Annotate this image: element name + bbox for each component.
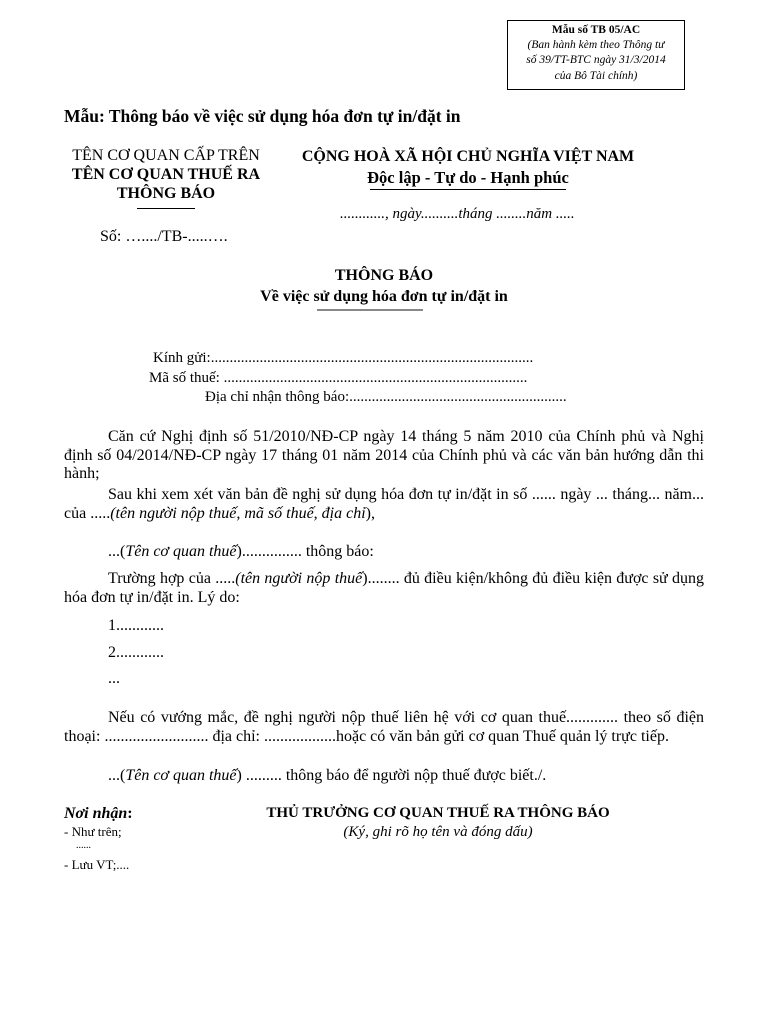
reason-more: ...: [108, 670, 120, 687]
parent-agency: TÊN CƠ QUAN CẤP TRÊN: [72, 147, 260, 164]
taxpayer-name-placeholder: (tên người nộp thuế: [235, 570, 363, 587]
recipient-item-2: - Lưu VT;....: [64, 857, 130, 872]
agency-notice-suffix: )............... thông báo:: [236, 543, 374, 560]
recipients-colon: :: [127, 805, 133, 822]
national-motto: Độc lập - Tự do - Hạnh phúc: [367, 168, 569, 187]
eligibility-prefix: Trường hợp của .....: [108, 570, 236, 587]
closing-prefix: ...(: [108, 767, 126, 784]
form-code: Mẫu số TB 05/AC: [551, 24, 641, 36]
review-text: Sau khi xem xét văn bản đề nghị sử dụng hóa đơn tự in/đặt in số ...... ngày ... tháng... năm... của .....: [64, 486, 704, 522]
issuing-agency-line-2: THÔNG BÁO: [116, 185, 216, 202]
notice-heading: THÔNG BÁO: [334, 267, 434, 284]
notice-subject: Về việc sử dụng hóa đơn tự in/đặt in: [260, 288, 508, 305]
agency-notice-paragraph: [64, 543, 704, 562]
legal-basis-text: Căn cứ Nghị định số 51/2010/NĐ-CP ngày 14 tháng 5 năm 2010 của Chính phủ và Nghị định số 04/2014/NĐ-CP ngày 17 tháng 01 năm 2014 của Chính phủ và các văn bản hướng dẫn thi hành;: [64, 428, 704, 482]
form-note-line-2: số 39/TT-BTC ngày 31/3/2014: [526, 54, 666, 67]
recipients-label: Nơi nhận: [64, 805, 128, 822]
tax-code-field: Mã số thuế: .................................................................................: [149, 370, 528, 386]
recipient-item-1: - Như trên;: [64, 824, 122, 839]
date-line: ............, ngày..........tháng ........năm .....: [340, 206, 575, 222]
signer-title: THỦ TRƯỞNG CƠ QUAN THUẾ RA THÔNG BÁO: [266, 805, 610, 821]
agency-name-placeholder: Tên cơ quan thuế: [125, 543, 237, 560]
signer-note: (Ký, ghi rõ họ tên và đóng dấu): [343, 824, 533, 840]
recipient-field: Kính gửi:......................................................................................: [153, 350, 534, 366]
legal-basis-paragraph: [64, 428, 704, 484]
eligibility-text: )........ đủ điều kiện/không đủ điều kiện được sử dụng hóa đơn tự in/đặt in. Lý do:: [64, 570, 705, 606]
review-text-end: ),: [365, 504, 375, 522]
reason-1: 1............: [108, 617, 164, 634]
form-reference-box: [507, 20, 685, 90]
closing-paragraph: [64, 767, 704, 786]
national-title: CỘNG HOÀ XÃ HỘI CHỦ NGHĨA VIỆT NAM: [301, 148, 635, 165]
closing-suffix: ) ......... thông báo để người nộp thuế được biết./.: [236, 767, 547, 784]
form-note-line-3: của Bô Tài chính): [554, 69, 638, 82]
motto-underline: [370, 189, 566, 190]
eligibility-paragraph: [64, 570, 704, 607]
recipients-heading: [64, 805, 133, 823]
notice-number: Số: …..../TB-.....….: [100, 228, 228, 245]
reason-2: 2............: [108, 644, 164, 661]
address-field: Địa chỉ nhận thông báo:..........................................................: [205, 389, 567, 405]
subject-underline: [317, 309, 423, 311]
contact-paragraph: [64, 709, 704, 746]
form-note-line-1: (Ban hành kèm theo Thông tư: [527, 39, 665, 52]
issuing-agency-line-1: TÊN CƠ QUAN THUẾ RA: [71, 166, 261, 183]
contact-text: Nếu có vướng mắc, đề nghị người nộp thuế liên hệ với cơ quan thuế............. theo số điện thoại: .......................... địa chỉ: ..................hoặc có văn bản gửi cơ quan Thuế quản lý trực tiếp.: [64, 709, 704, 745]
closing-agency-placeholder: Tên cơ quan thuế: [125, 767, 237, 784]
review-paragraph: [64, 486, 704, 523]
agency-notice-prefix: ...(: [108, 543, 126, 560]
agency-underline: [137, 208, 195, 209]
template-title: Mẫu: Thông báo về việc sử dụng hóa đơn tự in/đặt in: [64, 106, 461, 126]
recipient-item-dots: ......: [76, 840, 91, 851]
review-taxpayer-placeholder: (tên người nộp thuế, mã số thuế, địa chỉ: [110, 504, 366, 522]
